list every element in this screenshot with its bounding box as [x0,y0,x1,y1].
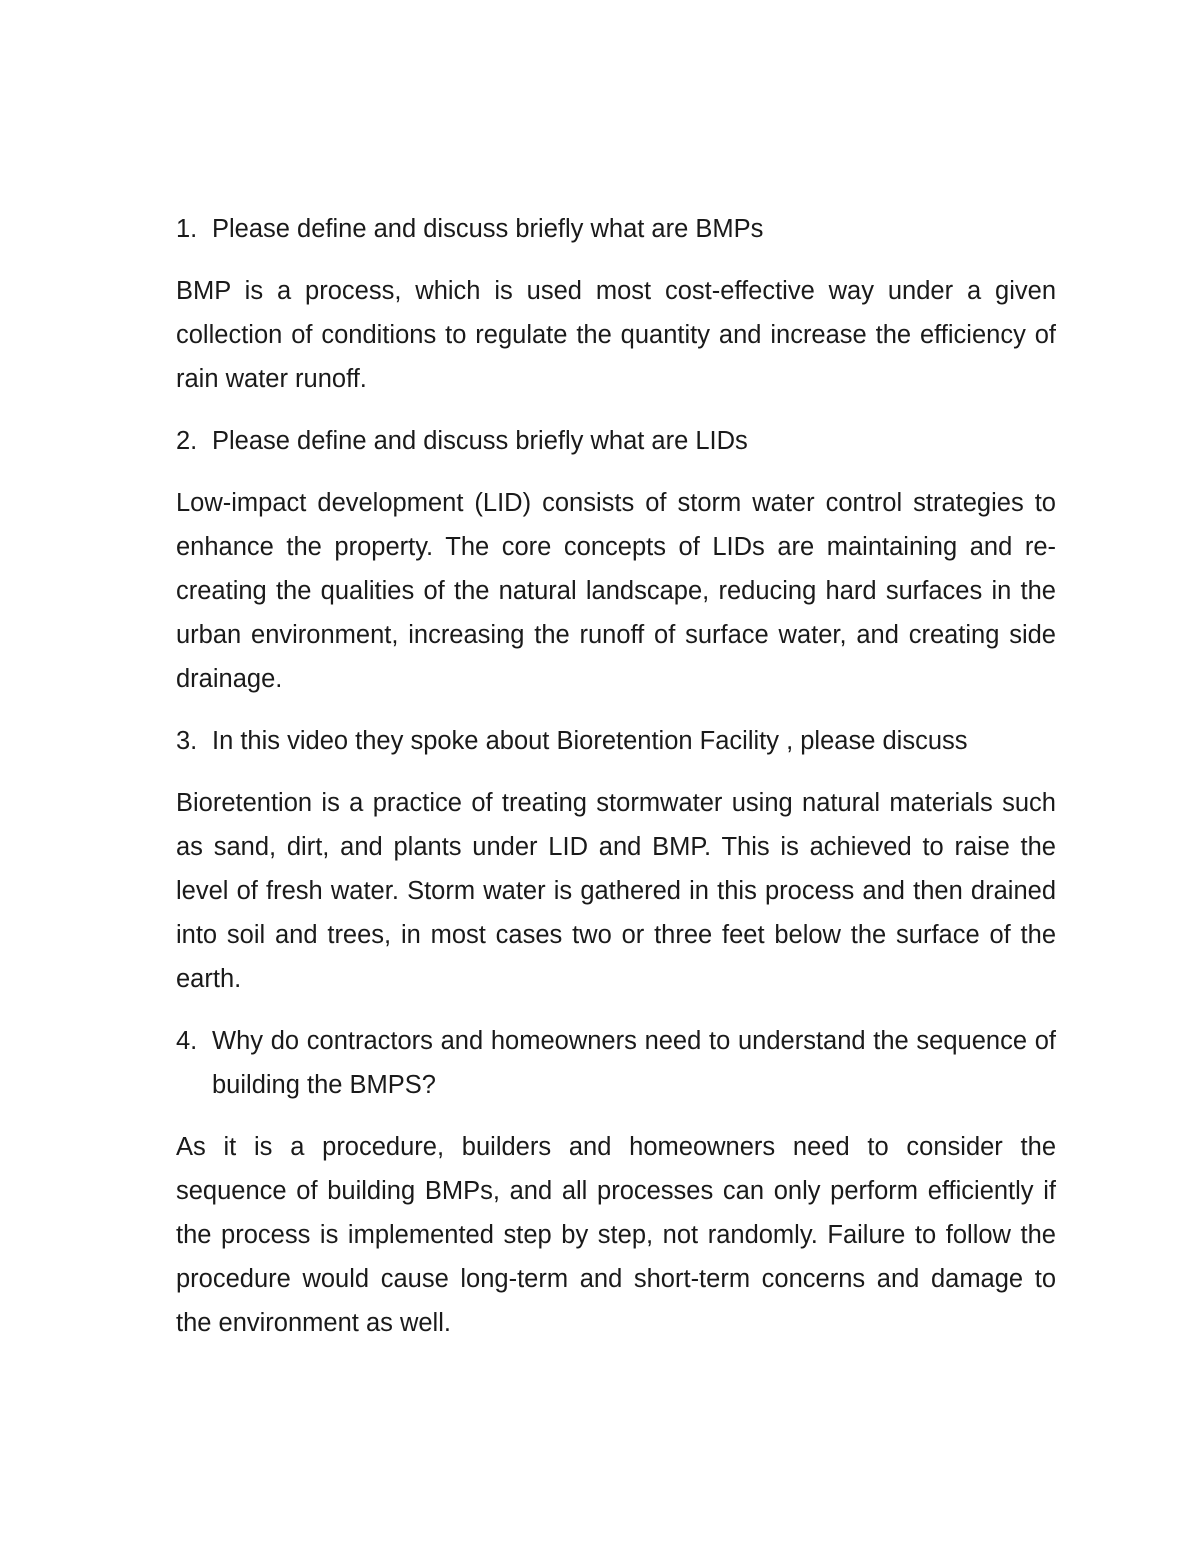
question-text: Please define and discuss briefly what are LIDs [212,427,748,455]
question-text: In this video they spoke about Bioretention Facility , please discuss [212,727,968,755]
answer-2: Low-impact development (LID) consists of storm water control strategies to enhance the property. The core concepts of LIDs are maintaining and re-creating the qualities of the natural landscape, reducing hard surfaces in the urban environment, increasing the runoff of surface water, and creating side drainage. [176,489,1056,693]
document-page [176,207,1056,1363]
answer-4: As it is a procedure, builders and homeowners need to consider the sequence of building BMPs, and all processes can only perform efficiently if the process is implemented step by step, not randomly. Failure to follow the procedure would cause long-term and short-term concerns and damage to the environment as well. [176,1133,1056,1337]
question-number: 2. [176,427,198,455]
question-number: 4. [176,1027,198,1055]
question-number: 1. [176,215,198,243]
answer-1: BMP is a process, which is used most cost-effective way under a given collection of conditions to regulate the quantity and increase the efficiency of rain water runoff. [176,277,1056,393]
question-text: Please define and discuss briefly what are BMPs [212,215,764,243]
question-1 [176,207,1056,251]
question-2 [176,419,1056,463]
answer-3: Bioretention is a practice of treating stormwater using natural materials such as sand, dirt, and plants under LID and BMP. This is achieved to raise the level of fresh water. Storm water is gathered in this process and then drained into soil and trees, in most cases two or three feet below the surface of the earth. [176,789,1056,993]
question-4 [176,1019,1056,1107]
question-3 [176,719,1056,763]
question-text: Why do contractors and homeowners need to understand the sequence of building the BMPS? [212,1027,1056,1099]
question-number: 3. [176,727,198,755]
